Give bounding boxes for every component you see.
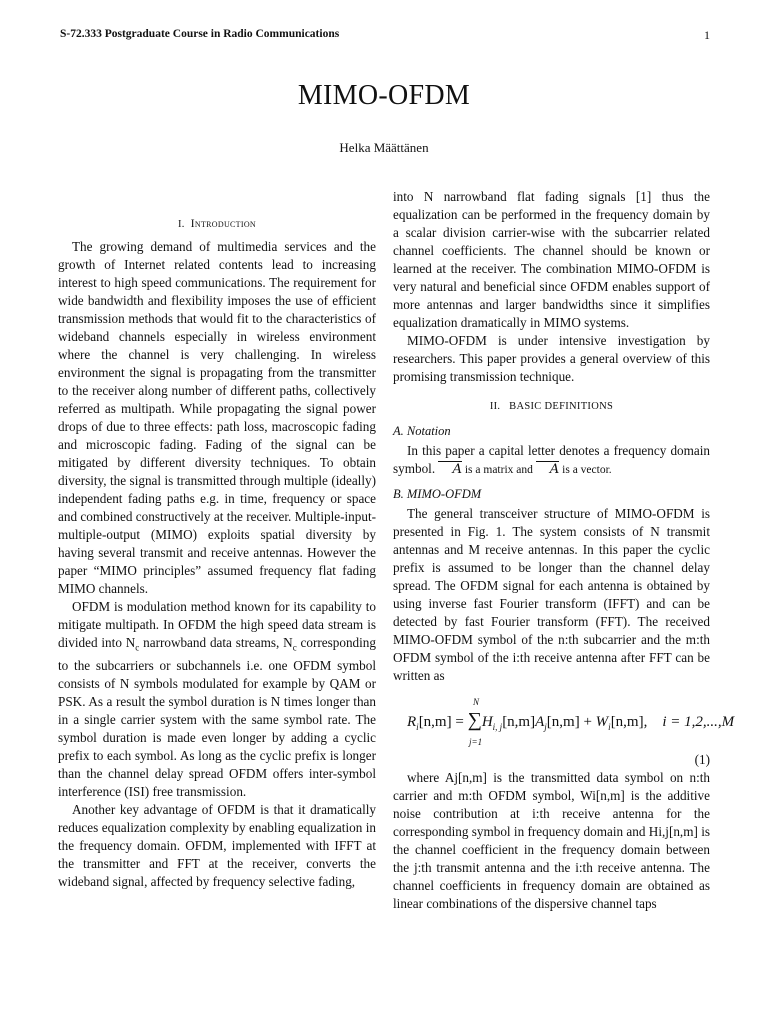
sum-lower-limit: j=1 [469,737,483,747]
equation-body: $R_i[n,m] = \sum H_{i, j}[n,m]A_j[n,m] + W_i[n,m]$, i = 1,2,...,M [407,709,735,732]
section-heading-basic-definitions [393,400,710,414]
sum-symbol: ∑ [467,709,482,731]
equation-number: (1) [694,752,710,767]
mimo-ofdm-paragraph: The general transceiver structure of MIMO-OFDM is presented in Fig. 1. The system consists of N transmit antennas and M receive antennas. In this paper the cyclic prefix is assumed to be longer than the channel delay spread. The OFDM signal for each antenna is obtained by using inverse fast Fourier transform (IFFT) and can be detected by fast Fourier transform (FFT). The received MIMO-OFDM symbol of the n:th subcarrier and the m:th OFDM symbol of the i:th receive antenna after FFT can be written as [393,506,710,683]
right-column [393,188,735,913]
section-number: II. [489,401,501,412]
notation-paragraph: In this paper a capital letter denotes a frequency domain symbol. A is a matrix and A is a vector. [393,443,710,477]
intro-paragraph-1: The growing demand of multimedia services and the growth of Internet related contents lead to increasing interest to high speed communications. The requirement for wide bandwidth and flexibility imposes the use of efficient transmission methods that would fit to the characteristics of wideband channels especially in wireless environment where the channel is very challenging. In wireless environment the signal is propagating from the transmitter to the receiver along number of different paths, collectively referred as multipath. While propagating the signal power drops of due to three effects: path loss, macroscopic fading and microscopic fading. Fading of the signal can be mitigated by different diversity techniques. To obtain diversity, the signal is transmitted through multiple (ideally) independent fading paths e.g. in time, frequency or space and combined constructively at the receiver. Multiple-input-multiple-output (MIMO) exploits spatial diversity by having several transmit and receive antennas. However the paper “MIMO principles” assumed frequency flat fading MIMO channels. [58,239,376,596]
sum-upper-limit: N [473,697,480,707]
equation-1 [393,691,735,749]
section-number: I. [178,219,185,230]
intro-paragraph-5: MIMO-OFDM is under intensive investigation by researchers. This paper provides a general overview of this promising transmission technique. [393,333,710,384]
paper-title: MIMO-OFDM [297,80,471,111]
section-title: Introduction [190,216,256,230]
section-heading-introduction [58,216,376,232]
subsection-heading-notation: A. Notation [393,424,451,438]
running-header: S-72.333 Postgraduate Course in Radio Communications [60,28,340,40]
equation-explanation-paragraph: where Aj[n,m] is the transmitted data symbol on n:th carrier and m:th OFDM symbol, Wi[n,m] is the additive noise contribution at i:th receive antenna for the corresponding symbol in frequency domain and Hi,j[n,m] is the channel coefficient in the frequency domain between the j:th transmit antenna and the i:th receive antenna. The channel coefficients in frequency domain are obtained as linear combinations of the dispersive channel taps [393,770,710,911]
intro-paragraph-4: into N narrowband flat fading signals [1] thus the equalization can be performed in the frequency domain by a scalar division carrier-wise with the subcarrier related channel coefficients. The channel should be known or learned at the receiver. The combination MIMO-OFDM is very natural and beneficial since OFDM enables support of more antennas and larger bandwidths since it simplifies equalization dramatically in MIMO systems. [393,189,710,330]
page-number: 1 [704,28,710,42]
subsection-heading-mimo-ofdm: B. MIMO-OFDM [393,487,482,501]
intro-paragraph-2: OFDM is modulation method known for its capability to mitigate multipath. In OFDM the high speed data stream is divided into $N_c$ narrowband data streams, $N_c$ corresponding to the subcarriers or subchannels i.e. one OFDM symbol consists of N symbols modulated for example by QAM or PSK. As a result the symbol duration is N times longer than in a single carrier system with the same symbol rate. The symbol duration is made even longer by adding a cyclic prefix to each symbol. As long as the cyclic prefix is longer than the channel delay spread OFDM offers inter-symbol interference (ISI) free transmission. [58,599,376,799]
section-title: BASIC DEFINITIONS [509,401,614,412]
paper-author: Helka Määttänen [339,140,429,155]
left-column [58,188,376,891]
vector-symbol: A [536,461,560,477]
intro-paragraph-3: Another key advantage of OFDM is that it dramatically reduces equalization complexity by enabling equalization in the frequency domain. OFDM, implemented with IFFT at the transmitter and FFT at the receiver, converts the wideband signal, affected by frequency selective fading, [58,801,376,889]
matrix-symbol: A [438,461,462,477]
